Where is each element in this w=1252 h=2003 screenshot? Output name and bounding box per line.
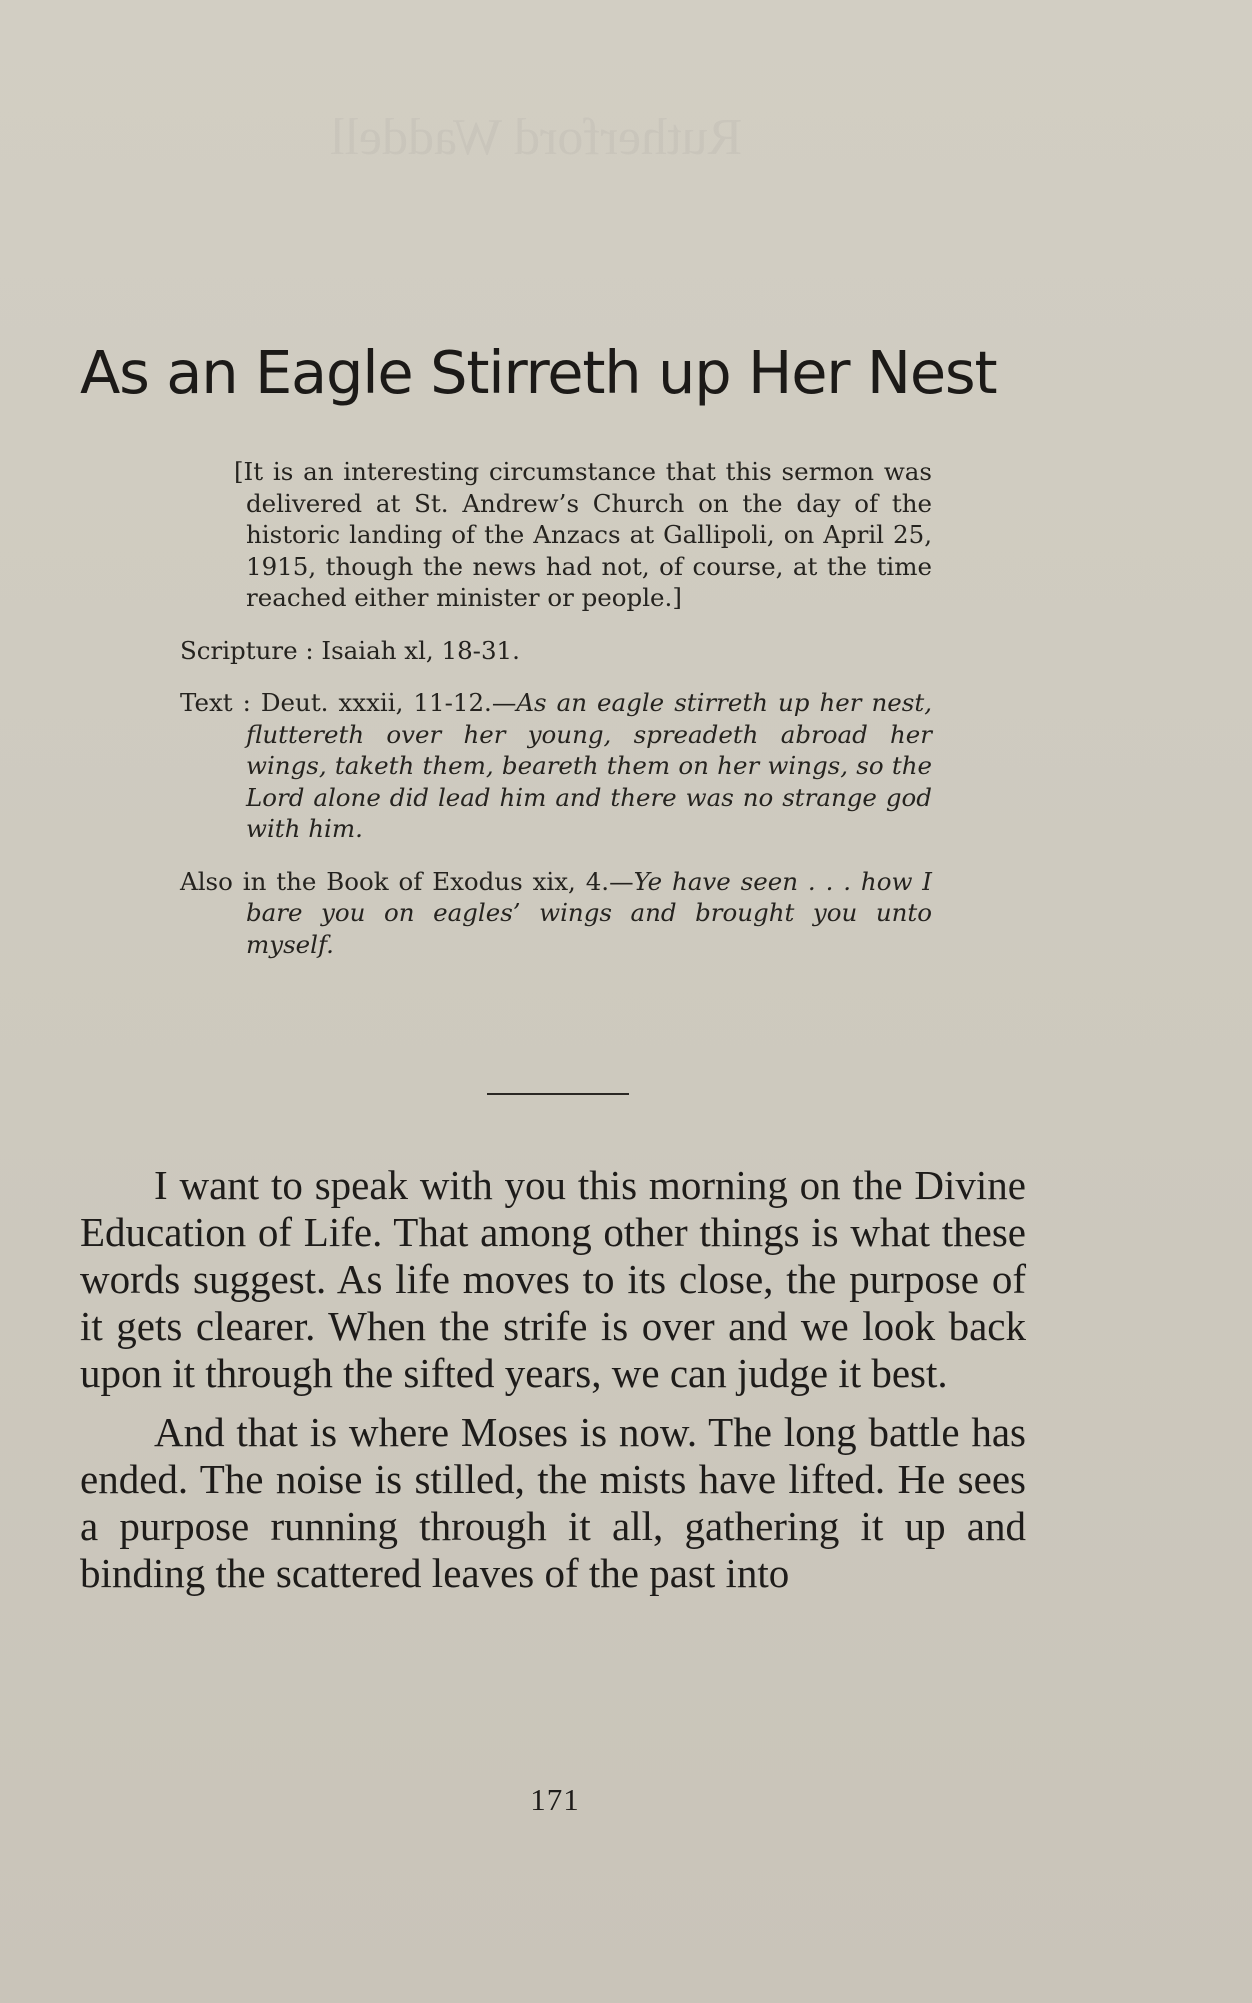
exodus-reference-label: Also in the Book of Exodus xix, 4.— — [180, 866, 634, 896]
exodus-quotation: Ye have seen . . . how I bare you on eagles’ wings and brought you unto myself. — [246, 866, 932, 959]
body-paragraph-2: And that is where Moses is now. The long battle has ended. The noise is stilled, the mists have lifted. He sees a purpose running through it all, gathering it up and binding the scattered leaves of the past into — [80, 1409, 1026, 1596]
sermon-notes — [180, 456, 932, 960]
text-quotation: As an eagle stirreth up her nest, fluttereth over her young, spreadeth abroad her wings, taketh them, beareth them on her wings, so the Lord alone did lead him and there was no strange god with him. — [246, 688, 932, 843]
text-reference-label: Text : Deut. xxxii, 11-12.— — [180, 688, 517, 717]
sermon-title: As an Eagle Stirreth up Her Nest — [80, 338, 997, 407]
body-paragraph-1: I want to speak with you this morning on the Divine Education of Life. That among other things is what these words suggest. As life moves to its close, the purpose of it gets clearer. When the strife is over and we look back upon it through the sifted years, we can judge it best. — [80, 1162, 1026, 1396]
text-reference — [180, 687, 932, 845]
historical-note: [It is an interesting circumstance that this sermon was delivered at St. Andrew’s Church on the day of the historic landing of the Anzacs at Gallipoli, on April 25, 1915, though the news had not, of course, at the time reached either minister or people.] — [234, 457, 932, 612]
page-number: 171 — [530, 1782, 580, 1817]
exodus-reference — [180, 866, 932, 961]
section-divider — [487, 1093, 629, 1095]
sermon-body — [80, 1162, 1026, 1597]
bleed-through-text: Rutherford Waddell — [330, 109, 743, 166]
scripture-reference: Scripture : Isaiah xl, 18-31. — [180, 635, 520, 665]
